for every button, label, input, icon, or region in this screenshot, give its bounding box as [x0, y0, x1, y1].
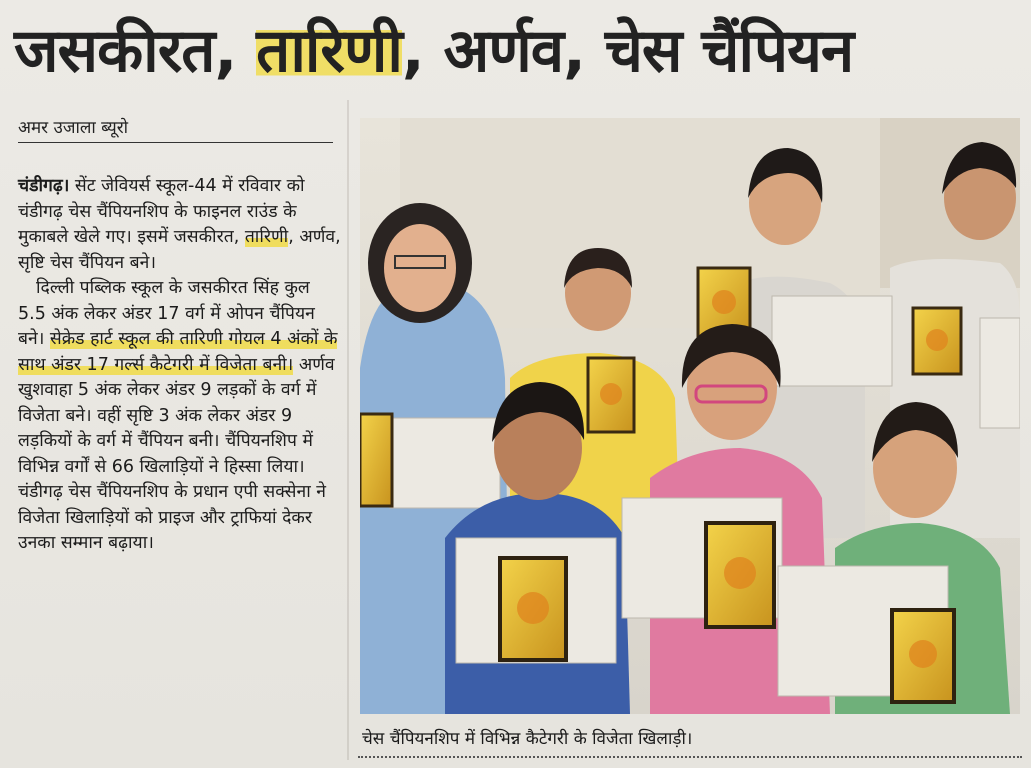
headline-part3: , अर्णव, चेस चैंपियन — [401, 16, 854, 86]
article-paragraph-2 — [18, 276, 343, 557]
headline-part1: जसकीरत, — [14, 16, 257, 86]
p2-text-a: दिल्ली पब्लिक स्कूल के जसकीरत सिंह कुल 5.5 अंक लेकर अंडर 17 वर्ग में ओपन चैंपियन बने। — [18, 278, 315, 349]
fold-line — [347, 100, 349, 760]
p2-text-b: अर्णव खुशवाहा 5 अंक लेकर अंडर 9 लड़कों के वर्ग में विजेता बने। वहीं सृष्टि 3 अंक लेकर अंडर 9 लड़कियों के वर्ग में चैंपियन बनी। चैंपियनशिप में विभिन्न वर्गों से 66 खिलाड़ियों ने हिस्सा लिया। चंडीगढ़ चेस चैंपियनशिप के प्रधान एपी सक्सेना ने विजेता खिलाड़ियों को प्राइज और ट्राफियां देकर उनका सम्मान बढ़ाया। — [18, 354, 335, 553]
winners-photo — [360, 118, 1020, 714]
article-body — [18, 174, 343, 557]
winners-photo-illustration — [360, 118, 1020, 714]
photo-caption: चेस चैंपियनशिप में विभिन्न कैटेगरी के विजेता खिलाड़ी। — [362, 729, 693, 749]
p2-highlight: सेक्रेड हार्ट स्कूल की तारिणी गोयल 4 अंकों के साथ अंडर 17 गर्ल्स कैटेगरी में विजेता बनी। — [18, 329, 338, 375]
headline — [14, 6, 1024, 98]
p1-text-b: , अर्णव, सृष्टि चेस चैंपियन बने। — [18, 227, 341, 273]
byline: अमर उजाला ब्यूरो — [18, 117, 333, 143]
p1-text-a: सेंट जेवियर्स स्कूल-44 में रविवार को चंडीगढ़ चेस चैंपियनशिप के फाइनल राउंड के मुकाबले खेले गए। इसमें जसकीरत, — [18, 176, 305, 247]
article-paragraph-1 — [18, 174, 343, 276]
caption-rule — [358, 756, 1022, 758]
headline-highlight: तारिणी — [256, 16, 402, 86]
dateline: चंडीगढ़। — [18, 176, 70, 196]
p1-highlight: तारिणी — [244, 227, 289, 247]
